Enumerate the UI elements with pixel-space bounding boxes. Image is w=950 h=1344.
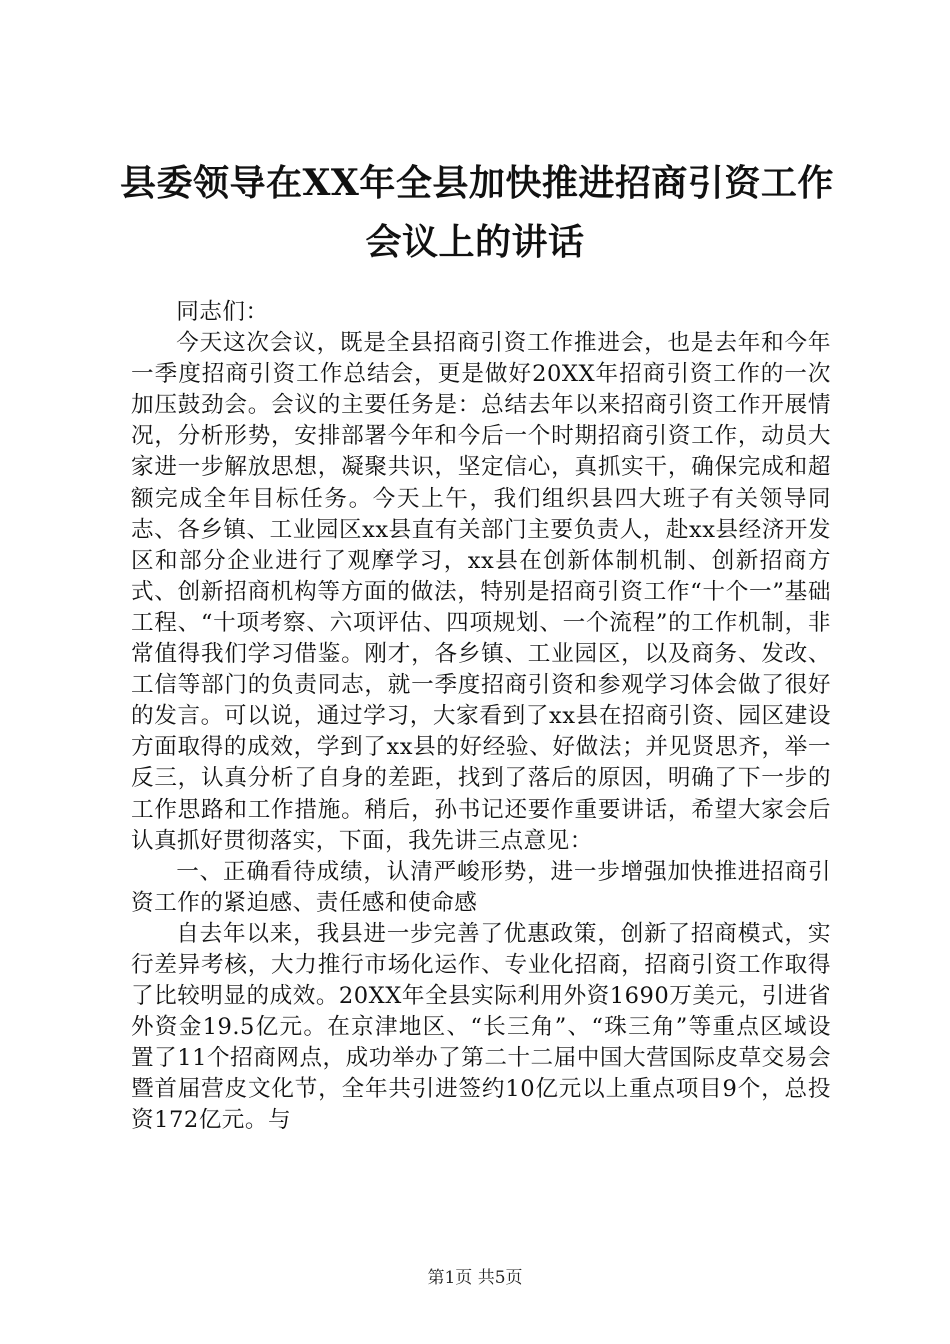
document-title-line-2: 会议上的讲话 [365,221,585,263]
document-title-line-1: 县委领导在XX年全县加快推进招商引资工作 [120,162,834,204]
body-paragraph: 自去年以来，我县进一步完善了优惠政策，创新了招商模式，实行差异考核，大力推行市场化运作、专业化招商，招商引资工作取得了比较明显的成效。20XX年全县实际利用外资1690万美元，引进省外资金19.5亿元。在京津地区、“长三角”、“珠三角”等重点区域设置了11个招商网点，成功举办了第二十二届中国大营国际皮草交易会暨首届营皮文化节，全年共引进签约10亿元以上重点项目9个，总投资172亿元。与 [131,920,831,1134]
section-heading: 一、正确看待成绩，认清严峻形势，进一步增强加快推进招商引资工作的紧迫感、责任感和使命感 [131,858,831,916]
page-number-footer: 第1页 共5页 [427,1268,523,1288]
body-paragraph: 今天这次会议，既是全县招商引资工作推进会，也是去年和今年一季度招商引资工作总结会，更是做好20XX年招商引资工作的一次加压鼓劲会。会议的主要任务是：总结去年以来招商引资工作开展情况，分析形势，安排部署今年和今后一个时期招商引资工作，动员大家进一步解放思想，凝聚共识，坚定信心，真抓实干，确保完成和超额完成全年目标任务。今天上午，我们组织县四大班子有关领导同志、各乡镇、工业园区xx县直有关部门主要负责人，赴xx县经济开发区和部分企业进行了观摩学习，xx县在创新体制机制、创新招商方式、创新招商机构等方面的做法，特别是招商引资工作“十个一”基础工程、“十项考察、六项评估、四项规划、一个流程”的工作机制，非常值得我们学习借鉴。刚才，各乡镇、工业园区，以及商务、发改、工信等部门的负责同志，就一季度招商引资和参观学习体会做了很好的发言。可以说，通过学习，大家看到了xx县在招商引资、园区建设方面取得的成效，学到了xx县的好经验、好做法；并见贤思齐，举一反三，认真分析了自身的差距，找到了落后的原因，明确了下一步的工作思路和工作措施。稍后，孙书记还要作重要讲话，希望大家会后认真抓好贯彻落实，下面，我先讲三点意见： [131,330,831,854]
document-body [131,297,831,1137]
salutation: 同志们： [176,299,269,325]
